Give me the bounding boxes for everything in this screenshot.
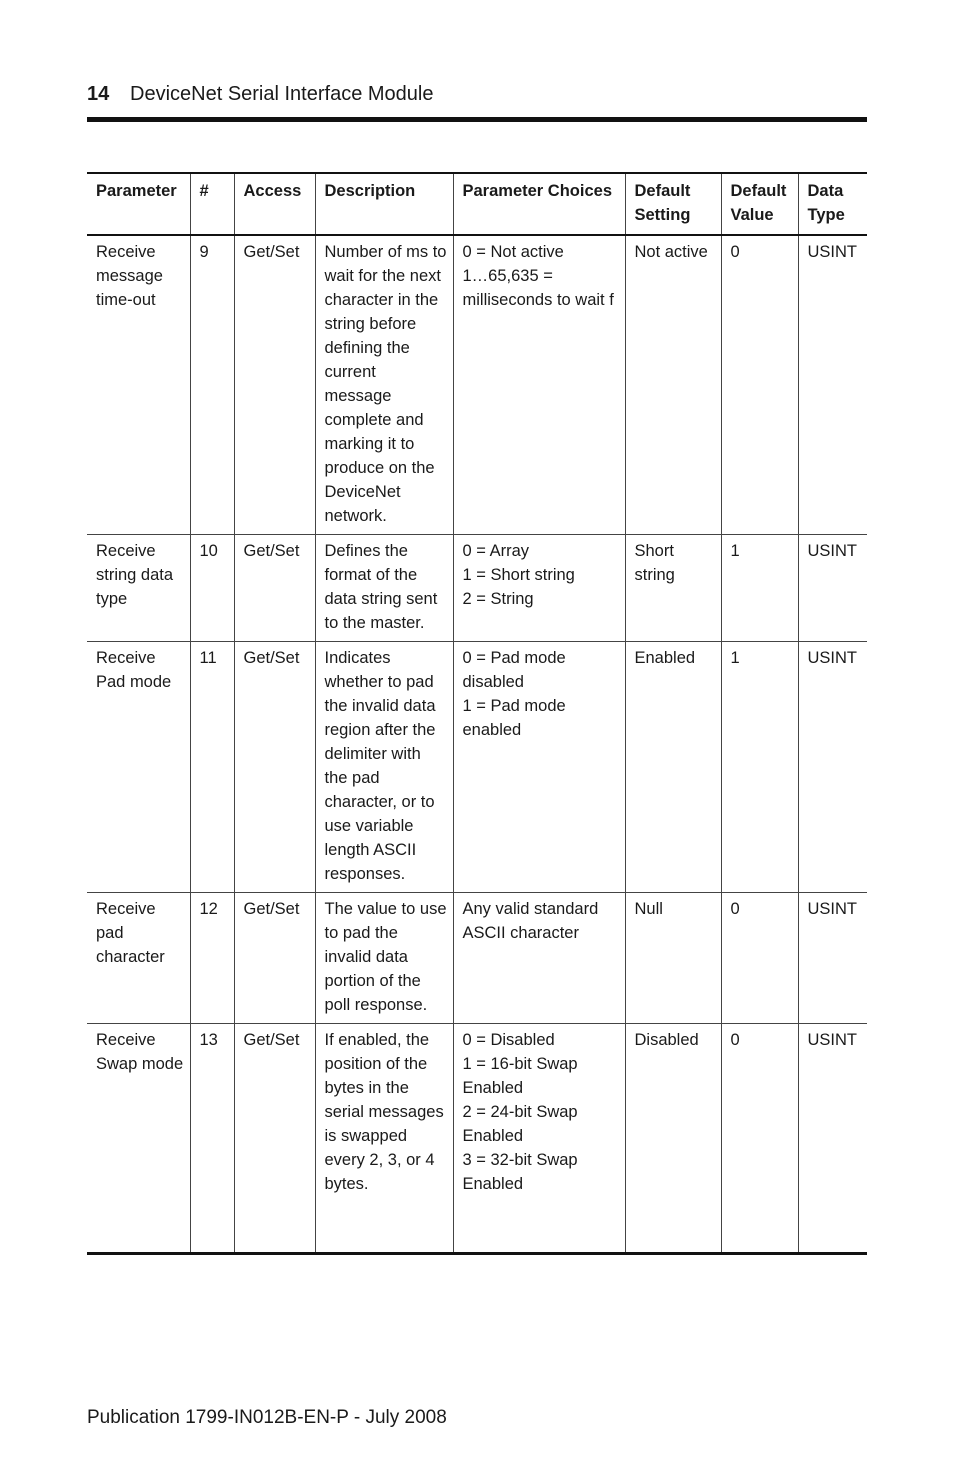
parameter-cell: Receive Swap mode bbox=[87, 1024, 190, 1254]
access-cell: Get/Set bbox=[234, 535, 315, 642]
publication-footer: Publication 1799-IN012B-EN-P - July 2008 bbox=[87, 1407, 447, 1428]
column-header-number: # bbox=[190, 173, 234, 235]
number-cell: 11 bbox=[190, 642, 234, 893]
access-cell: Get/Set bbox=[234, 235, 315, 535]
column-header-description: Description bbox=[315, 173, 453, 235]
parameter-table bbox=[87, 172, 867, 1255]
default-setting-cell: Enabled bbox=[625, 642, 721, 893]
choice-line: 2 = String bbox=[462, 590, 534, 608]
choice-line: Any valid standard ASCII character bbox=[462, 900, 599, 942]
data-type-cell: USINT bbox=[798, 1024, 867, 1254]
default-value-cell: 0 bbox=[721, 1024, 798, 1254]
choice-line: 0 = Not active bbox=[462, 243, 564, 261]
default-setting-cell: Disabled bbox=[625, 1024, 721, 1254]
column-header-parameter: Parameter bbox=[87, 173, 190, 235]
choices-cell bbox=[453, 235, 625, 535]
default-setting-cell: Not active bbox=[625, 235, 721, 535]
column-header-default-value: Default Value bbox=[721, 173, 798, 235]
description-cell: Defines the format of the data string sent to the master. bbox=[315, 535, 453, 642]
description-cell: If enabled, the position of the bytes in the serial messages is swapped every 2, 3, or 4 bytes. bbox=[315, 1024, 453, 1254]
choice-line: 0 = Disabled bbox=[462, 1031, 555, 1049]
default-value-cell: 0 bbox=[721, 893, 798, 1024]
choices-cell bbox=[453, 1024, 625, 1254]
header-rule bbox=[87, 117, 867, 122]
column-header-access: Access bbox=[234, 173, 315, 235]
choice-line: 1 = Pad mode enabled bbox=[462, 697, 566, 739]
table-row bbox=[87, 535, 867, 642]
column-header-data-type: Data Type bbox=[798, 173, 867, 235]
description-cell: Number of ms to wait for the next character in the string before defining the current message complete and marking it to produce on the DeviceNet network. bbox=[315, 235, 453, 535]
default-value-cell: 1 bbox=[721, 535, 798, 642]
choice-line: 2 = 24-bit Swap Enabled bbox=[462, 1103, 578, 1145]
choices-cell bbox=[453, 535, 625, 642]
data-type-cell: USINT bbox=[798, 893, 867, 1024]
default-value-cell: 1 bbox=[721, 642, 798, 893]
choice-line: 0 = Pad mode disabled bbox=[462, 649, 566, 691]
description-cell: The value to use to pad the invalid data portion of the poll response. bbox=[315, 893, 453, 1024]
column-header-parameter-choices: Parameter Choices bbox=[453, 173, 625, 235]
number-cell: 10 bbox=[190, 535, 234, 642]
access-cell: Get/Set bbox=[234, 642, 315, 893]
table-header-row bbox=[87, 173, 867, 235]
choice-line: 0 = Array bbox=[462, 542, 529, 560]
document-title: DeviceNet Serial Interface Module bbox=[130, 83, 434, 105]
page-number: 14 bbox=[87, 83, 110, 105]
table-row bbox=[87, 893, 867, 1024]
number-cell: 9 bbox=[190, 235, 234, 535]
access-cell: Get/Set bbox=[234, 893, 315, 1024]
number-cell: 12 bbox=[190, 893, 234, 1024]
number-cell: 13 bbox=[190, 1024, 234, 1254]
choice-line: 1 = Short string bbox=[462, 566, 575, 584]
parameter-cell: Receive Pad mode bbox=[87, 642, 190, 893]
default-setting-cell: Null bbox=[625, 893, 721, 1024]
choice-line: milliseconds to wait f bbox=[462, 291, 614, 309]
choices-cell bbox=[453, 893, 625, 1024]
choice-line: 1…65,635 = bbox=[462, 267, 553, 285]
description-cell: Indicates whether to pad the invalid data region after the delimiter with the pad character, or to use variable length ASCII responses. bbox=[315, 642, 453, 893]
data-type-cell: USINT bbox=[798, 642, 867, 893]
choice-line: 3 = 32-bit Swap Enabled bbox=[462, 1151, 578, 1193]
parameter-cell: Receive pad character bbox=[87, 893, 190, 1024]
page-header bbox=[87, 80, 866, 108]
table-row bbox=[87, 235, 867, 535]
table-row bbox=[87, 642, 867, 893]
column-header-default-setting: Default Setting bbox=[625, 173, 721, 235]
default-value-cell: 0 bbox=[721, 235, 798, 535]
choices-cell bbox=[453, 642, 625, 893]
table-row bbox=[87, 1024, 867, 1254]
data-type-cell: USINT bbox=[798, 235, 867, 535]
parameter-cell: Receive string data type bbox=[87, 535, 190, 642]
default-setting-cell: Short string bbox=[625, 535, 721, 642]
access-cell: Get/Set bbox=[234, 1024, 315, 1254]
data-type-cell: USINT bbox=[798, 535, 867, 642]
parameter-cell: Receive message time-out bbox=[87, 235, 190, 535]
choice-line: 1 = 16-bit Swap Enabled bbox=[462, 1055, 578, 1097]
